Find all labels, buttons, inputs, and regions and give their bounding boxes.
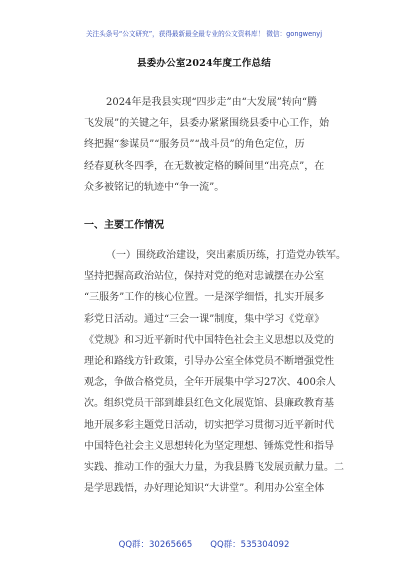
paragraph-line: 中国特色社会主义思想转化为坚定理想、锤炼党性和指导 — [84, 440, 334, 452]
footer-contact — [0, 538, 408, 550]
section-heading: 一、主要工作情况 — [84, 220, 164, 231]
paragraph-line: 次。组织党员干部到雄县红色文化展览馆、县廉政教育基 — [84, 398, 334, 410]
paragraph-line: 经春夏秋冬四季，在无数被定格的瞬间里“出亮点”，在 — [84, 160, 325, 172]
paragraph-line: 实践、推动工作的强大力量，为我县腾飞发展贡献力量。二 — [84, 461, 344, 473]
paragraph-line: 理论和路线方针政策，引导办公室全体党员不断增强党性 — [84, 355, 334, 367]
intro-paragraph — [84, 92, 350, 198]
paragraph-line: 终把握“参谋员”“服务员”“战斗员”的角色定位，历 — [84, 139, 305, 151]
paragraph-line: （一）围绕政治建设，突出素质历练，打造党办铁军。 — [106, 250, 346, 261]
paragraph-line: 地开展多彩主题党日活动，切实把学习贯彻习近平新时代 — [84, 419, 334, 431]
qq-group-1: QQ群：30265665 — [118, 540, 193, 550]
paragraph-line: 众多被铭记的轨迹中“争一流”。 — [84, 181, 225, 193]
paragraph-line: 坚持把握高政治站位，保持对党的绝对忠诚摆在办公室 — [84, 271, 324, 283]
paragraph-line: 是学思践悟，办好理论知识“大讲堂”。利用办公室全体 — [84, 483, 325, 495]
body-paragraph — [84, 245, 350, 499]
paragraph-line: 飞发展”的关键之年，县委办紧紧围绕县委中心工作，始 — [84, 118, 330, 130]
paragraph-line: 《党规》和习近平新时代中国特色社会主义思想以及党的 — [84, 334, 334, 346]
paragraph-line: “三服务”工作的核心位置。一是深学细悟，扎实开展多 — [84, 292, 325, 304]
paragraph-line: 2024年是我县实现“四步走”由“大发展”转向“腾 — [106, 97, 318, 108]
paragraph-line: 彩党日活动。通过“三会一课”制度，集中学习《党章》 — [84, 313, 325, 325]
document-title: 县委办公室2024年度工作总结 — [137, 58, 271, 69]
qq-group-2: QQ群：535304092 — [210, 540, 290, 550]
promo-banner: 关注头条号“公文研究”，获得最新最全最专业的公文资料库！ 微信：gongwenyj — [85, 30, 323, 38]
paragraph-line: 观念，争做合格党员，全年开展集中学习27次、400余人 — [84, 377, 336, 389]
